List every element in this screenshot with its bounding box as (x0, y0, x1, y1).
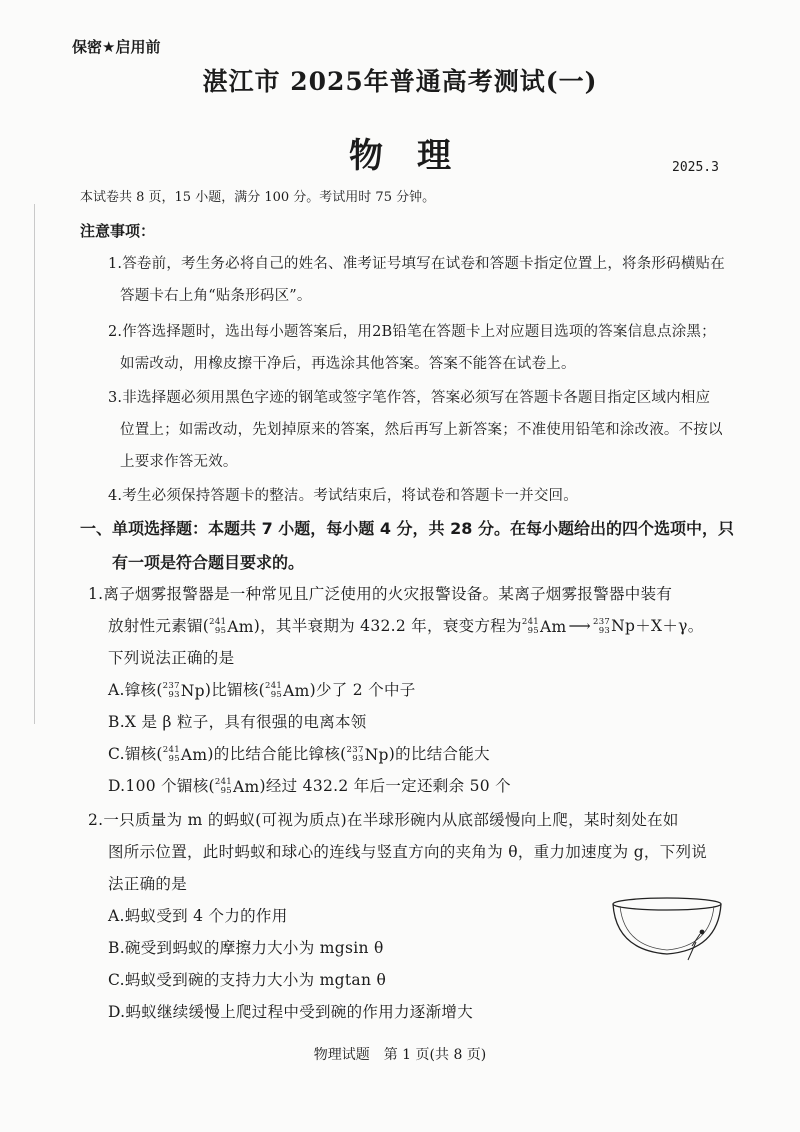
q1-stem: 下列说法正确的是 (108, 649, 235, 667)
notice-line: 答题卡右上角“贴条形码区”。 (120, 288, 312, 304)
bowl-body (613, 904, 721, 954)
nuclide-np: 237 93 Np (346, 745, 389, 764)
binding-margin-line (34, 204, 35, 724)
nuclide-am: 241 95 Am (265, 681, 310, 700)
notice-line: 2.作答选择题时，选出每小题答案后，用2B铅笔在答题卡上对应题目选项的答案信息点涂黑； (108, 324, 716, 340)
q2-stem: 图所示位置，此时蚂蚁和球心的连线与竖直方向的夹角为 θ，重力加速度为 g，下列说 (108, 843, 708, 861)
nuclide-np: 237 93 Np (162, 681, 205, 700)
q1-stem: 1.离子烟雾报警器是一种常见且广泛使用的火灾报警设备。某离子烟雾报警器中装有 (88, 585, 673, 603)
confidential-label: 保密★启用前 (72, 38, 161, 56)
section-heading: 一、单项选择题：本题共 7 小题，每小题 4 分，共 28 分。在每小题给出的四个选项中，只 (80, 519, 734, 538)
exam-intro: 本试卷共 8 页，15 小题，满分 100 分。考试用时 75 分钟。 (80, 190, 436, 205)
q2-stem: 法正确的是 (108, 875, 188, 893)
section-heading: 有一项是符合题目要求的。 (112, 553, 305, 572)
q1-option-c: C.镅核( 241 95 Am )的比结合能比镎核( 237 93 Np )的比结合能大 (108, 745, 490, 764)
bowl-inner (620, 906, 714, 950)
bowl-rim (613, 898, 721, 910)
exam-date: 2025.3 (672, 160, 719, 175)
q1-option-b: B.X 是 β 粒子，具有很强的电离本领 (108, 713, 367, 731)
nuclide-am: 241 95 Am (162, 745, 208, 764)
q2-option-a: A.蚂蚁受到 4 个力的作用 (108, 907, 288, 925)
exam-title: 湛江市 2025年普通高考测试(一) (202, 67, 598, 96)
notice-line: 4.考生必须保持答题卡的整洁。考试结束后，将试卷和答题卡一并交回。 (108, 488, 578, 504)
q1-stem: 放射性元素镅( 241 95 Am )，其半衰期为 432.2 年，衰变方程为 241 95 Am ⟶ 237 93 Np＋X＋γ。 (108, 617, 704, 636)
notice-heading: 注意事项： (80, 222, 156, 240)
notice-line: 3.非选择题必须用黑色字迹的钢笔或签字笔作答，答案必须写在答题卡各题目指定区域内相应 (108, 390, 711, 406)
q2-stem: 2.一只质量为 m 的蚂蚁(可视为质点)在半球形碗内从底部缓慢向上爬，某时刻处在如 (88, 811, 679, 829)
subject-title: 物 理 (349, 136, 451, 176)
q1-option-d: D.100 个镅核( 241 95 Am )经过 432.2 年后一定还剩余 50 个 (108, 777, 511, 796)
ant-icon (700, 930, 705, 935)
notice-line: 如需改动，用橡皮擦干净后，再选涂其他答案。答案不能答在试卷上。 (120, 356, 576, 372)
q2-option-b: B.碗受到蚂蚁的摩擦力大小为 mgsin θ (108, 939, 384, 957)
q2-option-d: D.蚂蚁继续缓慢上爬过程中受到碗的作用力逐渐增大 (108, 1003, 474, 1021)
nuclide-np: 237 93 (593, 617, 611, 636)
nuclide-am: 241 95 Am (214, 777, 260, 796)
q2-option-c: C.蚂蚁受到碗的支持力大小为 mgtan θ (108, 971, 387, 989)
notice-line: 1.答卷前，考生务必将自己的姓名、准考证号填写在试卷和答题卡指定位置上，将条形码横贴在 (108, 256, 725, 272)
q1-option-a: A.镎核( 237 93 Np )比镅核( 241 95 Am )少了 2 个中子 (108, 681, 416, 700)
notice-line: 上要求作答无效。 (120, 454, 238, 470)
page-footer: 物理试题 第 1 页(共 8 页) (313, 1047, 487, 1063)
reaction-arrow: ⟶ (568, 617, 592, 635)
nuclide-am: 241 95 Am (209, 617, 254, 636)
nuclide-am: 241 95 Am (521, 617, 567, 636)
bowl-figure-icon (608, 896, 726, 962)
notice-line: 位置上；如需改动，先划掉原来的答案，然后再写上新答案；不准使用铅笔和涂改液。不按以 (120, 422, 723, 438)
